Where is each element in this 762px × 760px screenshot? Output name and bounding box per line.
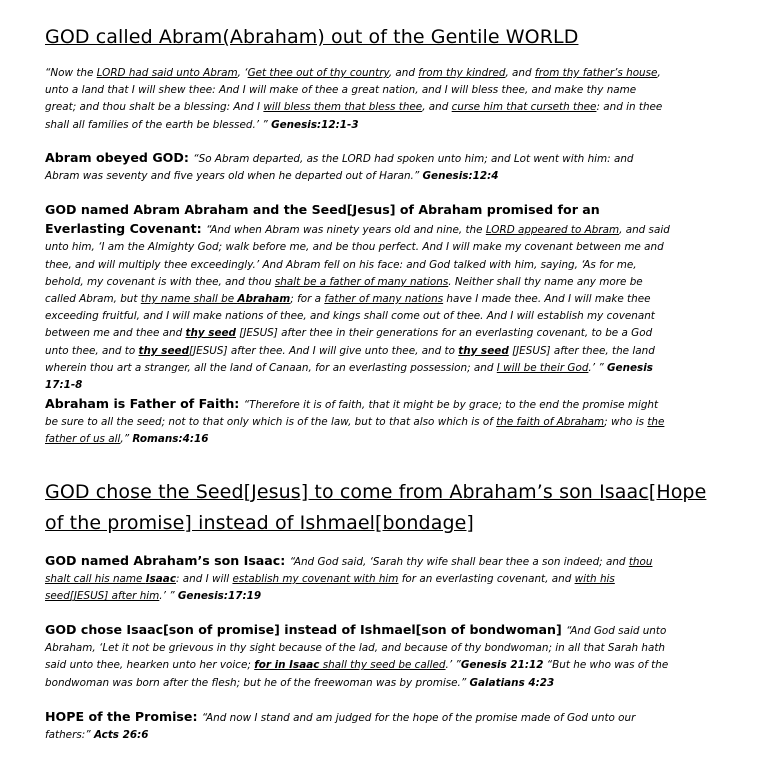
underlined-phrase: the father of us all — [45, 416, 665, 446]
heading-abram-called: GOD called Abram(Abraham) out of the Gentile WORLD — [45, 26, 579, 48]
paragraph-son-isaac — [45, 552, 670, 606]
underlined-phrase: establish my covenant with him — [232, 573, 399, 586]
quote-text: “Now the — [45, 67, 97, 79]
paragraph-everlasting-covenant — [45, 201, 670, 394]
quote-text: “And now I stand and am judged for the hope of the promise made of God unto our fathers:” — [45, 712, 636, 742]
underlined-bold-phrase: Isaac — [145, 573, 176, 586]
heading-line-1: GOD chose the Seed[Jesus] to come from Abraham’s son Isaac[Hope — [45, 481, 707, 503]
underlined-phrase: thy name shall be — [140, 293, 238, 306]
quote-text: , and said unto him, ‘I am the Almighty God; walk before me, and be thou perfect. And I will make my covenant between me and thee, and will multiply thee exceedingly.’ And Abram fell on his face: and God talked with him, saying, ‘As for me, behold, my covenant is with thee, and thou — [45, 224, 670, 288]
paragraph-genesis-12-1 — [45, 65, 670, 134]
scripture-reference: Romans:4:16 — [132, 433, 209, 446]
quote-text: . Neither shall thy name any more be called Abram, but — [45, 275, 643, 306]
quote-text: , and — [505, 67, 535, 79]
underlined-phrase: from thy father’s house — [534, 67, 658, 79]
underlined-bold-phrase: thy seed — [185, 327, 236, 340]
quote-text: : and in thee shall all families of the earth be blessed.’ ” — [45, 101, 663, 131]
quote-text: ; for a — [290, 293, 325, 306]
paragraph-hope-of-promise — [45, 708, 670, 744]
underlined-phrase: LORD had said unto Abram — [96, 67, 238, 79]
quote-text: [JESUS] after thee, the land wherein thou art a stranger, all the land of Canaan, for an everlasting possession; and — [45, 344, 655, 374]
quote-text: “And God said, ‘Sarah thy wife shall bear thee a son indeed; and — [289, 556, 629, 568]
quote-text: “So Abram departed, as the LORD had spoken unto him; and Lot went with him: and Abram was seventy and five years old when he departed out of Haran.” — [45, 153, 634, 183]
quote-text: , and — [388, 67, 419, 79]
quote-text: “But he who was of the bondwoman was born after the flesh; but he of the freewoman was by promise.” — [45, 659, 669, 689]
underlined-phrase: curse him that curseth thee — [451, 101, 597, 114]
paragraph-lead: GOD chose Isaac[son of promise] instead of Ishmael[son of bondwoman] — [45, 622, 567, 637]
underlined-bold-phrase: for in Isaac — [254, 659, 320, 672]
quote-text: for an everlasting covenant, and — [398, 573, 575, 586]
underlined-phrase: father of many nations — [324, 293, 444, 306]
underlined-phrase: shalt be a father of many nations — [274, 275, 449, 288]
scripture-reference: Genesis 21:12 — [460, 659, 544, 672]
quote-text: “Therefore it is of faith, that it might be by grace; to the end the promise might be sure to all the seed; not to that only which is of the law, but to that also which is of — [45, 399, 659, 429]
quote-text: “And God said unto Abraham, ‘Let it not be grievous in thy sight because of the lad, and because of thy bondwoman; in all that Sarah hath said unto thee, hearken unto her voice; — [45, 625, 667, 672]
underlined-phrase: shall thy seed be called — [319, 659, 446, 672]
underlined-phrase: thou shalt call his name — [45, 556, 653, 586]
quote-text: .’ ” — [159, 590, 178, 603]
heading-seed-from-isaac — [45, 477, 706, 539]
scripture-reference: Acts 26:6 — [93, 729, 149, 742]
paragraph-abram-obeyed — [45, 149, 670, 185]
underlined-bold-phrase: thy seed — [138, 344, 190, 357]
paragraph-lead: GOD named Abram Abraham and the Seed[Jesus] of Abraham promised for an Everlasting Covenant: — [45, 202, 600, 237]
underlined-phrase: I will be their God — [496, 361, 589, 374]
underlined-phrase: Get thee out of thy country — [247, 67, 389, 79]
quote-text: , and — [422, 101, 452, 114]
underlined-phrase: the faith of Abraham — [496, 416, 605, 429]
quote-text: have I made thee. And I will make thee exceeding fruitful, and I will make nations of thee, and kings shall come out of thee. And I will establish my covenant between me and thee and — [45, 293, 655, 340]
quote-text: ; who is — [604, 416, 648, 429]
quote-text: “And when Abram was ninety years old and nine, the — [206, 224, 486, 237]
scripture-reference: Galatians 4:23 — [469, 676, 555, 689]
underlined-phrase: LORD appeared to Abram — [485, 224, 620, 237]
scripture-reference: Genesis:17:19 — [177, 590, 262, 603]
underlined-phrase: with his seed[JESUS] after him — [45, 573, 615, 603]
quote-text: : and I will — [175, 573, 233, 586]
underlined-phrase: from thy kindred — [418, 67, 506, 79]
paragraph-father-of-faith — [45, 395, 670, 449]
paragraph-lead: HOPE of the Promise: — [45, 709, 202, 724]
quote-text: .’ ” — [588, 361, 608, 374]
scripture-reference: Genesis:12:1-3 — [271, 118, 359, 131]
paragraph-lead: Abram obeyed GOD: — [45, 150, 194, 165]
underlined-bold-phrase: thy seed — [458, 344, 509, 357]
underlined-bold-phrase: Abraham — [237, 293, 291, 306]
quote-text: ,” — [120, 433, 133, 446]
quote-text: , ‘ — [237, 67, 248, 79]
quote-text: [JESUS] after thee. And I will give unto thee, and to — [189, 344, 459, 357]
scripture-reference: Genesis 17:1-8 — [45, 361, 653, 392]
scripture-reference: Genesis:12:4 — [422, 170, 499, 183]
quote-text: [JESUS] after thee in their generations for an everlasting covenant, to be a God unto thee, and to — [45, 327, 653, 357]
quote-text: .’ ” — [445, 659, 461, 672]
quote-text: , unto a land that I will shew thee: And I will make of thee a great nation, and I will bless thee, and make thy name great; and thou shalt be a blessing: And I — [45, 67, 661, 114]
paragraph-isaac-chosen — [45, 621, 670, 692]
underlined-phrase: will bless them that bless thee — [263, 101, 423, 114]
paragraph-lead: Abraham is Father of Faith: — [45, 396, 244, 411]
heading-line-2: of the promise] instead of Ishmael[bondage] — [45, 512, 474, 534]
paragraph-lead: GOD named Abraham’s son Isaac: — [45, 553, 290, 568]
